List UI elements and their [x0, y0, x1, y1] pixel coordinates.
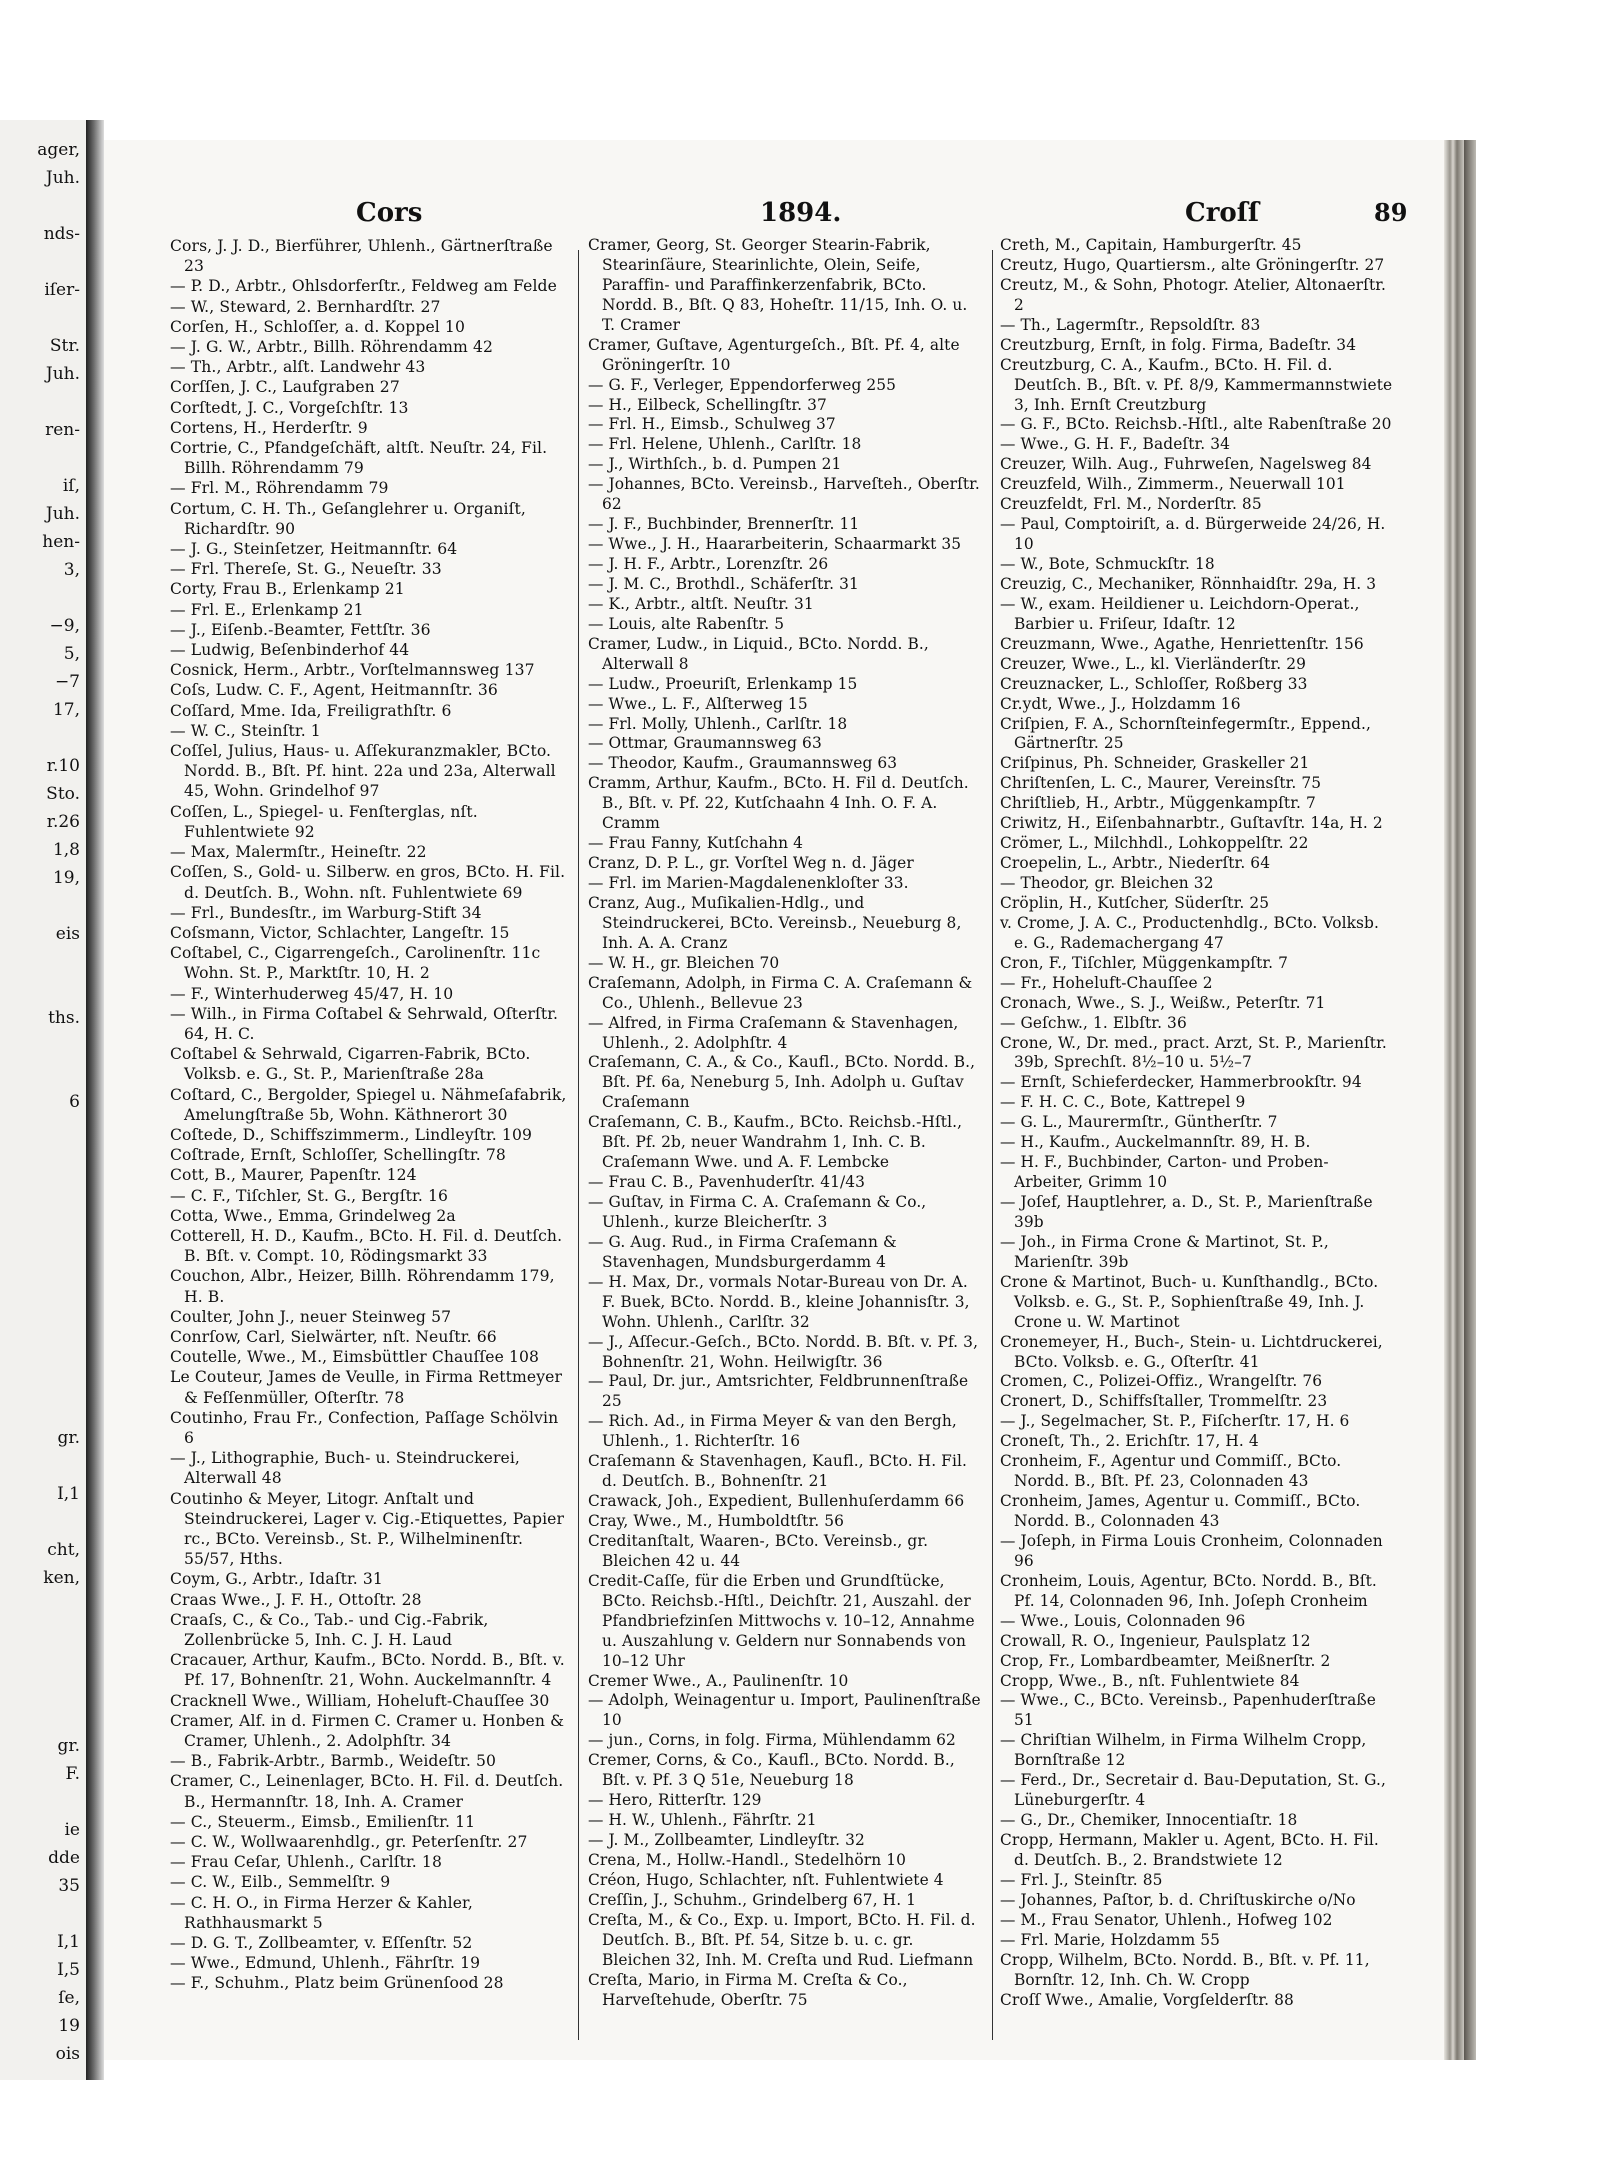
- directory-entry: Crowall, R. O., Ingenieur, Paulsplatz 12: [1000, 1631, 1311, 1650]
- directory-entry: — J., Lithographie, Buch- u. Steindruckerei, Alterwall 48: [170, 1449, 520, 1488]
- previous-page-fragment: I,5: [57, 1960, 80, 1980]
- page-edge-stack: [1444, 140, 1464, 2060]
- directory-entry: — J., Eiſenb.-Beamter, Fettſtr. 36: [170, 620, 431, 639]
- directory-entry: Criwitz, H., Eiſenbahnarbtr., Guſtavſtr. 14a, H. 2: [1000, 814, 1383, 833]
- previous-page-fragment: eis: [55, 924, 80, 944]
- directory-entry: — H., Eilbeck, Schellingſtr. 37: [588, 395, 827, 414]
- previous-page-fragment: 17,: [52, 700, 80, 720]
- directory-entry: Criſpien, F. A., Schornſteinfegermſtr., Eppend., Gärtnerſtr. 25: [1000, 714, 1371, 753]
- directory-entry: — G. F., BCto. Reichsb.-Hſtl., alte Rabenſtraße 20: [1000, 415, 1392, 434]
- directory-entry: — G. L., Maurermſtr., Güntherſtr. 7: [1000, 1113, 1278, 1132]
- directory-entry: — C. F., Tiſchler, St. G., Bergſtr. 16: [170, 1186, 448, 1205]
- directory-entry: Cranz, Aug., Muſikalien-Hdlg., und Steindruckerei, BCto. Vereinsb., Neueburg 8, Inh. A. A. Cranz: [588, 893, 962, 952]
- directory-entry: — J. F., Buchbinder, Brennerſtr. 11: [588, 515, 860, 534]
- directory-entry: Creutzburg, C. A., Kaufm., BCto. H. Fil. d. Deutſch. B., Bſt. v. Pf. 8/9, Kammermannstwiete 3, Inh. Ernſt Creutzburg: [1000, 355, 1393, 414]
- directory-entry: — Max, Malermſtr., Heineſtr. 22: [170, 843, 427, 862]
- directory-entry: — W., Bote, Schmuckſtr. 18: [1000, 555, 1215, 573]
- previous-page-fragment: I,1: [57, 1484, 80, 1504]
- directory-entry: Crone & Martinot, Buch- u. Kunſthandlg., BCto. Volksb. e. G., St. P., Sophienſtraße 49, Inh. J. Crone u. W. Martinot: [1000, 1272, 1379, 1331]
- directory-entry: Corſſen, J. C., Laufgraben 27: [170, 378, 400, 397]
- directory-entry: Cromen, C., Polizei-Offiz., Wrangelſtr. 76: [1000, 1372, 1323, 1391]
- directory-entry: — J. G. W., Arbtr., Billh. Röhrendamm 42: [170, 338, 493, 357]
- directory-entry: Coutinho, Frau Fr., Confection, Paſſage Schölvin 6: [170, 1408, 559, 1447]
- previous-page-fragment: 5,: [63, 644, 80, 664]
- directory-entry: — Frl. E., Erlenkamp 21: [170, 600, 364, 619]
- previous-page-fragment: 6: [69, 1092, 80, 1112]
- directory-entry: Coſsmann, Victor, Schlachter, Langeſtr. 15: [170, 923, 510, 942]
- directory-entry: — J., Wirthſch., b. d. Pumpen 21: [588, 455, 842, 474]
- previous-page-fragment: Juh.: [45, 168, 80, 188]
- directory-entry: Cortrie, C., Pfandgeſchäft, altſt. Neuſtr. 24, Fil. Billh. Röhrendamm 79: [170, 439, 548, 478]
- previous-page-fragment: ths.: [48, 1008, 80, 1028]
- directory-entry: Coſſen, L., Spiegel- u. Fenſterglas, nſt. Fuhlentwiete 92: [170, 802, 478, 841]
- directory-entry: — Wwe., J. H., Haararbeiterin, Schaarmarkt 35: [588, 535, 962, 554]
- directory-column-1: [170, 236, 570, 1994]
- directory-entry: Creuznacker, L., Schloſſer, Roßberg 33: [1000, 674, 1308, 693]
- directory-entry: — P. D., Arbtr., Ohlsdorferſtr., Feldweg am Felde: [170, 277, 557, 296]
- directory-entry: Creth, M., Capitain, Hamburgerſtr. 45: [1000, 236, 1302, 254]
- directory-entry: Craſemann, C. B., Kaufm., BCto. Reichsb.-Hſtl., Bſt. Pf. 2b, neuer Wandrahm 1, Inh. C. B. Craſemann Wwe. und A. F. Lembcke: [588, 1113, 963, 1172]
- directory-entry: — J. M. C., Brothdl., Schäferſtr. 31: [588, 574, 859, 593]
- directory-entry: Cramer, Alf. in d. Firmen C. Cramer u. Honben & Cramer, Uhlenh., 2. Adolphſtr. 34: [170, 1711, 565, 1751]
- directory-entry: — Wwe., Edmund, Uhlenh., Fährſtr. 19: [170, 1954, 481, 1973]
- previous-page-fragment: ois: [55, 2044, 80, 2064]
- directory-entry: — Ottmar, Graumannsweg 63: [588, 734, 822, 753]
- directory-entry: — Frl. Thereſe, St. G., Neueſtr. 33: [170, 560, 442, 579]
- directory-entry: — Ferd., Dr., Secretair d. Bau-Deputation, St. G., Lüneburgerſtr. 4: [1000, 1771, 1386, 1810]
- directory-entry: Croſſ Wwe., Amalie, Vorgſelderſtr. 88: [1000, 1990, 1294, 2009]
- directory-entry: Craſemann, C. A., & Co., Kaufl., BCto. Nordd. B., Bſt. Pf. 6a, Neneburg 5, Inh. Adolph u. Guſtav Craſemann: [588, 1053, 976, 1112]
- directory-entry: Conrſow, Carl, Sielwärter, nſt. Neuſtr. 66: [170, 1327, 497, 1346]
- directory-entry: — Chriſtian Wilhelm, in Firma Wilhelm Cropp, Bornſtraße 12: [1000, 1731, 1367, 1770]
- previous-page-fragment: F.: [65, 1764, 80, 1784]
- previous-page-fragment: gr.: [57, 1428, 80, 1448]
- directory-entry: Cronheim, F., Agentur und Commiſſ., BCto. Nordd. B., Bſt. Pf. 23, Colonnaden 43: [1000, 1452, 1342, 1491]
- directory-entry: Cramer, Ludw., in Liquid., BCto. Nordd. B., Alterwall 8: [588, 634, 929, 673]
- directory-entry: Creuzig, C., Mechaniker, Rönnhaidſtr. 29a, H. 3: [1000, 574, 1377, 593]
- directory-entry: — Th., Arbtr., alſt. Landwehr 43: [170, 358, 426, 377]
- directory-entry: — Frau Fanny, Kutſchahn 4: [588, 834, 804, 853]
- directory-entry: — H. Max, Dr., vormals Notar-Bureau von Dr. A. F. Buek, BCto. Nordd. B., kleine Johannisſtr. 3, Wohn. Uhlenh., Carlſtr. 32: [588, 1272, 970, 1331]
- directory-entry: Cremer Wwe., A., Paulinenſtr. 10: [588, 1671, 849, 1690]
- directory-entry: Creutzburg, Ernſt, in folg. Firma, Badeſtr. 34: [1000, 335, 1357, 354]
- directory-entry: Creſta, Mario, in Firma M. Creſta & Co., Harveſtehude, Oberſtr. 75: [588, 1970, 908, 2009]
- directory-entry: — jun., Corns, in folg. Firma, Mühlendamm 62: [588, 1731, 956, 1750]
- directory-entry: Crena, M., Hollw.-Handl., Stedelhörn 10: [588, 1850, 907, 1869]
- previous-page-fragment: r.26: [46, 812, 80, 832]
- directory-entry: — Alfred, in Firma Craſemann & Stavenhagen, Uhlenh., 2. Adolphſtr. 4: [588, 1013, 959, 1052]
- directory-entry: Coulter, John J., neuer Steinweg 57: [170, 1307, 452, 1326]
- directory-entry: — Wwe., L. F., Alſterweg 15: [588, 694, 808, 713]
- previous-page-shadow: [86, 120, 104, 2080]
- directory-entry: Crone, W., Dr. med., pract. Arzt, St. P., Marienſtr. 39b, Sprechſt. 8½–10 u. 5½–7: [1000, 1033, 1387, 1072]
- directory-entry: — Frau Ceſar, Uhlenh., Carlſtr. 18: [170, 1853, 442, 1872]
- directory-entry: Coſtede, D., Schiffszimmerm., Lindleyſtr. 109: [170, 1125, 532, 1144]
- previous-page-text: [0, 140, 86, 2064]
- directory-entry: — F., Winterhuderweg 45/47, H. 10: [170, 984, 454, 1003]
- previous-page-fragment: Juh.: [45, 504, 80, 524]
- directory-column-3: [1000, 236, 1396, 2010]
- directory-entry: — Ludw., Proeuriſt, Erlenkamp 15: [588, 674, 858, 693]
- directory-entry: Crawack, Joh., Expedient, Bullenhuſerdamm 66: [588, 1492, 965, 1511]
- directory-entry: Cotta, Wwe., Emma, Grindelweg 2a: [170, 1206, 456, 1225]
- previous-page-fragment: Juh.: [45, 364, 80, 384]
- directory-entry: — Frl. Helene, Uhlenh., Carlſtr. 18: [588, 435, 862, 454]
- directory-entry: — Wwe., Louis, Colonnaden 96: [1000, 1611, 1246, 1630]
- directory-entry: Cropp, Wwe., B., nſt. Fuhlentwiete 84: [1000, 1671, 1300, 1690]
- directory-entry: Coſſel, Julius, Haus- u. Aſſekuranzmakler, BCto. Nordd. B., Bſt. Pf. hint. 22a und 23a, Alterwall 45, Wohn. Grindelhof 97: [170, 742, 556, 801]
- directory-entry: — D. G. T., Zollbeamter, v. Eſſenſtr. 52: [170, 1934, 473, 1953]
- previous-page-fragment: −7: [54, 672, 80, 692]
- directory-entry: — Johannes, Paſtor, b. d. Chriſtuskirche o/No: [1000, 1890, 1356, 1909]
- directory-entry: — J. H. F., Arbtr., Lorenzſtr. 26: [588, 555, 829, 573]
- directory-entry: — Th., Lagermſtr., Repsoldſtr. 83: [1000, 315, 1261, 334]
- directory-entry: Cronemeyer, H., Buch-, Stein- u. Lichtdruckerei, BCto. Volksb. e. G., Oſterſtr. 41: [1000, 1332, 1383, 1371]
- directory-entry: — F., Schuhm., Platz beim Grünenſood 28: [170, 1974, 504, 1993]
- directory-entry: — Wilh., in Firma Coſtabel & Sehrwald, Oſterſtr. 64, H. C.: [170, 1004, 559, 1043]
- directory-entry: Crömer, L., Milchhdl., Lohkoppelſtr. 22: [1000, 834, 1309, 853]
- directory-entry: Coutelle, Wwe., M., Eimsbüttler Chauſſee 108: [170, 1348, 540, 1367]
- directory-entry: Cracauer, Arthur, Kaufm., BCto. Nordd. B., Bſt. v. Pf. 17, Bohnenſtr. 21, Wohn. Auckelmannſtr. 4: [170, 1651, 565, 1690]
- directory-entry: — W., exam. Heildiener u. Leichdorn-Operat., Barbier u. Friſeur, Idaſtr. 12: [1000, 594, 1360, 633]
- directory-entry: — Frl., Bundesſtr., im Warburg-Stift 34: [170, 903, 482, 922]
- directory-entry: — Frl. Marie, Holzdamm 55: [1000, 1930, 1221, 1949]
- directory-entry: — Guſtav, in Firma C. A. Craſemann & Co., Uhlenh., kurze Bleicherſtr. 3: [588, 1193, 927, 1231]
- directory-entry: Coſtard, C., Bergolder, Spiegel u. Nähmeſafabrik, Amelungſtraße 5b, Wohn. Käthnerort 30: [170, 1085, 567, 1124]
- directory-entry: — Hero, Ritterſtr. 129: [588, 1791, 762, 1810]
- directory-entry: — Theodor, gr. Bleichen 32: [1000, 874, 1214, 892]
- column-rule-1: [578, 250, 579, 2040]
- directory-entry: Criſpinus, Ph. Schneider, Graskeller 21: [1000, 754, 1310, 773]
- directory-entry: Cr.ydt, Wwe., J., Holzdamm 16: [1000, 694, 1241, 713]
- directory-entry: Coſſard, Mme. Ida, Freiligrathſtr. 6: [170, 701, 452, 720]
- directory-entry: — B., Fabrik-Arbtr., Barmb., Weideſtr. 50: [170, 1752, 497, 1771]
- directory-entry: Cröplin, H., Kutſcher, Süderſtr. 25: [1000, 893, 1270, 912]
- directory-entry: Cotterell, H. D., Kaufm., BCto. H. Fil. d. Deutſch. B. Bſt. v. Compt. 10, Rödingsmarkt 33: [170, 1226, 563, 1266]
- directory-entry: — Frl. Molly, Uhlenh., Carlſtr. 18: [588, 714, 848, 733]
- directory-entry: — W. C., Steinſtr. 1: [170, 721, 321, 740]
- directory-entry: Cronert, D., Schiffsſtaller, Trommelſtr. 23: [1000, 1392, 1328, 1411]
- directory-entry: Craſemann, Adolph, in Firma C. A. Craſemann & Co., Uhlenh., Bellevue 23: [588, 973, 973, 1012]
- directory-entry: Coſtabel & Sehrwald, Cigarren-Fabrik, BCto. Volksb. e. G., St. P., Marienſtraße 28a: [170, 1045, 531, 1084]
- directory-entry: — Ludwig, Beſenbinderhof 44: [170, 641, 410, 660]
- previous-page-fragment: 19: [58, 2016, 80, 2036]
- previous-page-fragment: iſer-: [44, 280, 80, 300]
- directory-entry: Corſtedt, J. C., Vorgeſchſtr. 13: [170, 398, 409, 417]
- directory-entry: — Joſeph, in Firma Louis Cronheim, Colonnaden 96: [1000, 1531, 1383, 1570]
- directory-entry: — C. W., Eilb., Semmelſtr. 9: [170, 1873, 391, 1892]
- previous-page-fragment: ſe,: [58, 1988, 80, 2008]
- directory-entry: Craaſs, C., & Co., Tab.- und Cig.-Fabrik, Zollenbrücke 5, Inh. C. J. H. Laud: [170, 1610, 489, 1650]
- directory-entry: Creutz, Hugo, Quartiersm., alte Gröningerſtr. 27: [1000, 255, 1385, 274]
- directory-entry: — Frau C. B., Pavenhuderſtr. 41/43: [588, 1173, 866, 1192]
- directory-entry: Coſs, Ludw. C. F., Agent, Heitmannſtr. 36: [170, 681, 498, 700]
- directory-entry: — H. W., Uhlenh., Fährſtr. 21: [588, 1811, 817, 1830]
- directory-entry: — Theodor, Kaufm., Graumannsweg 63: [588, 754, 898, 773]
- directory-entry: Chriſtlieb, H., Arbtr., Müggenkampſtr. 7: [1000, 794, 1316, 813]
- directory-entry: Cronheim, James, Agentur u. Commiſſ., BCto. Nordd. B., Colonnaden 43: [1000, 1492, 1361, 1530]
- directory-entry: Coutinho & Meyer, Litogr. Anſtalt und Steindruckerei, Lager v. Cig.-Etiquettes, Papier rc., BCto. Vereinsb., St. P., Wilhelminenſtr. 55/57, Hths.: [170, 1489, 565, 1569]
- header-left-keyword: Cors: [356, 198, 423, 228]
- directory-entry: Créon, Hugo, Schlachter, nſt. Fuhlentwiete 4: [588, 1870, 944, 1889]
- directory-entry: — G., Dr., Chemiker, Innocentiaſtr. 18: [1000, 1811, 1298, 1830]
- directory-entry: Creuzfeld, Wilh., Zimmerm., Neuerwall 101: [1000, 475, 1346, 494]
- directory-entry: — J., Segelmacher, St. P., Fiſcherſtr. 17, H. 6: [1000, 1412, 1350, 1431]
- directory-entry: Couchon, Albr., Heizer, Billh. Röhrendamm 179, H. B.: [170, 1267, 555, 1306]
- previous-page-fragment: I,1: [57, 1932, 80, 1952]
- directory-entry: — Joſef, Hauptlehrer, a. D., St. P., Marienſtraße 39b: [1000, 1193, 1373, 1231]
- directory-entry: Cramm, Arthur, Kaufm., BCto. H. Fil d. Deutſch. B., Bſt. v. Pf. 22, Kutſchaahn 4 Inh. O. F. A. Cramm: [588, 774, 969, 833]
- directory-entry: Credit-Caſſe, für die Erben und Grundſtücke, BCto. Reichsb.-Hſtl., Deichſtr. 21, Auszahl. der Pfandbriefzinſen Mittwochs v. 10–12, Annahme u. Auszahlung v. Geldern nur Sonnabends von 10–12 Uhr: [588, 1571, 975, 1670]
- previous-page-fragment: Sto.: [46, 784, 80, 804]
- directory-entry: — W. H., gr. Bleichen 70: [588, 953, 780, 972]
- directory-entry: — J. G., Steinſetzer, Heitmannſtr. 64: [170, 540, 458, 559]
- directory-entry: — Paul, Comptoiriſt, a. d. Bürgerweide 24/26, H. 10: [1000, 515, 1386, 554]
- directory-entry: Cott, B., Maurer, Papenſtr. 124: [170, 1166, 417, 1185]
- directory-entry: Craas Wwe., J. F. H., Ottoſtr. 28: [170, 1590, 422, 1609]
- directory-entry: — Wwe., G. H. F., Badeſtr. 34: [1000, 435, 1231, 454]
- directory-entry: Coſtabel, C., Cigarrengeſch., Carolinenſtr. 11c Wohn. St. P., Marktſtr. 10, H. 2: [170, 944, 541, 983]
- directory-entry: Cranz, D. P. L., gr. Vorſtel Weg n. d. Jäger: [588, 854, 914, 873]
- directory-entry: — C. H. O., in Firma Herzer & Kahler, Rathhausmarkt 5: [170, 1893, 473, 1932]
- directory-entry: Creditanſtalt, Waaren-, BCto. Vereinsb., gr. Bleichen 42 u. 44: [588, 1531, 929, 1570]
- directory-entry: Cremer, Corns, & Co., Kaufl., BCto. Nordd. B., Bſt. v. Pf. 3 Q 51e, Neueburg 18: [588, 1751, 955, 1790]
- directory-entry: — Frl. H., Eimsb., Schulweg 37: [588, 415, 836, 434]
- directory-entry: Coſſen, S., Gold- u. Silberw. en gros, BCto. H. Fil. d. Deutſch. B., Wohn. nſt. Fuhlentwiete 69: [170, 863, 566, 902]
- directory-entry: Cramer, Georg, St. Georger Stearin-Fabrik, Stearinſäure, Stearinlichte, Olein, Seife, Paraffin- und Paraffinkerzenfabrik, BCto. Nordd. B., Bſt. Q 83, Hoheſtr. 11/15, Inh. O. u. T. Cramer: [588, 236, 968, 334]
- previous-page-fragment: 35: [58, 1876, 80, 1896]
- directory-entry: — J., Aſſecur.-Geſch., BCto. Nordd. B. Bſt. v. Pf. 3, Bohnenſtr. 21, Wohn. Heilwigſtr. 36: [588, 1332, 979, 1371]
- directory-entry: — Joh., in Firma Crone & Martinot, St. P., Marienſtr. 39b: [1000, 1232, 1329, 1271]
- directory-entry: — Wwe., C., BCto. Vereinsb., Papenhuderſtraße 51: [1000, 1691, 1376, 1730]
- previous-page-fragment: 3,: [63, 560, 80, 580]
- directory-entry: Creſta, M., & Co., Exp. u. Import, BCto. H. Fil. d. Deutſch. B., Bſt. Pf. 54, Sitze b. u. c. gr. Bleichen 32, Inh. M. Creſta und Rud. Liefmann: [588, 1910, 976, 1969]
- directory-entry: Cronheim, Louis, Agentur, BCto. Nordd. B., Bſt. Pf. 14, Colonnaden 96, Inh. Joſeph Cronheim: [1000, 1571, 1377, 1610]
- directory-entry: Crop, Fr., Lombardbeamter, Meißnerſtr. 2: [1000, 1651, 1331, 1670]
- column-rule-2: [992, 250, 993, 2040]
- previous-page-fragment: hen-: [42, 532, 80, 552]
- directory-entry: Coſtrade, Ernſt, Schloſſer, Schellingſtr. 78: [170, 1146, 506, 1165]
- directory-entry: Cramer, C., Leinenlager, BCto. H. Fil. d. Deutſch. B., Hermannſtr. 18, Inh. A. Cramer: [170, 1772, 564, 1811]
- directory-entry: Creuzfeldt, Frl. M., Norderſtr. 85: [1000, 495, 1262, 514]
- directory-entry: — C., Steuerm., Eimsb., Emilienſtr. 11: [170, 1812, 476, 1831]
- directory-entry: Le Couteur, James de Veulle, in Firma Rettmeyer & Feſſenmüller, Oſterſtr. 78: [170, 1368, 562, 1407]
- previous-page-fragment: ken,: [43, 1568, 80, 1588]
- directory-entry: Coym, G., Arbtr., Idaſtr. 31: [170, 1570, 383, 1589]
- directory-entry: Chriſtenſen, L. C., Maurer, Vereinsſtr. 75: [1000, 774, 1322, 793]
- previous-page-fragment: ren-: [45, 420, 80, 440]
- directory-entry: Cronach, Wwe., S. J., Weißw., Peterſtr. 71: [1000, 993, 1326, 1012]
- previous-page-fragment: 1,8: [52, 840, 80, 860]
- directory-entry: Cray, Wwe., M., Humboldtſtr. 56: [588, 1512, 844, 1530]
- running-header: [0, 196, 1600, 236]
- directory-entry: Cosnick, Herm., Arbtr., Vorſtelmannsweg 137: [170, 661, 535, 680]
- directory-entry: Creuzmann, Wwe., Agathe, Henriettenſtr. 156: [1000, 634, 1364, 653]
- directory-entry: — Fr., Hoheluft-Chauſſee 2: [1000, 973, 1213, 992]
- directory-entry: — Adolph, Weinagentur u. Import, Paulinenſtraße 10: [588, 1691, 981, 1730]
- page-number: 89: [1374, 198, 1408, 227]
- directory-entry: Craſemann & Stavenhagen, Kaufl., BCto. H. Fil. d. Deutſch. B., Bohnenſtr. 21: [588, 1452, 967, 1491]
- directory-entry: — H., Kaufm., Auckelmannſtr. 89, H. B.: [1000, 1133, 1311, 1152]
- directory-entry: — W., Steward, 2. Bernhardſtr. 27: [170, 297, 441, 316]
- directory-column-2: [588, 236, 984, 2010]
- previous-page-fragment: ager,: [37, 140, 80, 160]
- previous-page-fragment: dde: [48, 1848, 80, 1868]
- directory-entry: — K., Arbtr., altſt. Neuſtr. 31: [588, 594, 814, 613]
- previous-page-fragment: Str.: [49, 336, 80, 356]
- directory-entry: — F. H. C. C., Bote, Kattrepel 9: [1000, 1093, 1246, 1112]
- header-year: 1894.: [760, 198, 842, 228]
- directory-entry: — M., Frau Senator, Uhlenh., Hofweg 102: [1000, 1910, 1333, 1929]
- directory-entry: Cracknell Wwe., William, Hoheluft-Chauſſee 30: [170, 1691, 550, 1710]
- previous-page-fragment: 19,: [52, 868, 80, 888]
- directory-entry: — J. M., Zollbeamter, Lindleyſtr. 32: [588, 1831, 865, 1849]
- directory-entry: — Frl. J., Steinſtr. 85: [1000, 1870, 1163, 1889]
- directory-entry: Cors, J. J. D., Bierführer, Uhlenh., Gärtnerſtraße 23: [170, 237, 553, 276]
- directory-entry: Corty, Frau B., Erlenkamp 21: [170, 580, 405, 599]
- directory-entry: Croepelin, L., Arbtr., Niederſtr. 64: [1000, 854, 1271, 873]
- directory-entry: Croneſt, Th., 2. Erichſtr. 17, H. 4: [1000, 1432, 1259, 1451]
- previous-page-fragment: cht,: [47, 1540, 80, 1560]
- directory-entry: Cron, F., Tiſchler, Müggenkampſtr. 7: [1000, 953, 1289, 972]
- page-edge-shadow: [1464, 140, 1476, 2060]
- directory-entry: — Louis, alte Rabenſtr. 5: [588, 614, 785, 633]
- directory-entry: — C. W., Wollwaarenhdlg., gr. Peterſenſtr. 27: [170, 1833, 528, 1852]
- directory-entry: Creuzer, Wilh. Aug., Fuhrweſen, Nagelsweg 84: [1000, 455, 1372, 474]
- directory-entry: — G. Aug. Rud., in Firma Craſemann & Stavenhagen, Mundsburgerdamm 4: [588, 1232, 897, 1271]
- previous-page-fragment: iſ,: [62, 476, 80, 496]
- directory-entry: — Frl. M., Röhrendamm 79: [170, 479, 389, 498]
- directory-entry: Cramer, Guſtave, Agenturgeſch., Bſt. Pf. 4, alte Gröningerſtr. 10: [588, 335, 960, 374]
- directory-entry: Cortum, C. H. Th., Geſanglehrer u. Organiſt, Richardſtr. 90: [170, 499, 526, 538]
- directory-entry: — Paul, Dr. jur., Amtsrichter, Feldbrunnenſtraße 25: [588, 1372, 969, 1411]
- directory-entry: — Rich. Ad., in Firma Meyer & van den Bergh, Uhlenh., 1. Richterſtr. 16: [588, 1412, 957, 1451]
- directory-entry: Cropp, Wilhelm, BCto. Nordd. B., Bſt. v. Pf. 11, Bornſtr. 12, Inh. Ch. W. Cropp: [1000, 1950, 1370, 1989]
- directory-entry: Creutz, M., & Sohn, Photogr. Atelier, Altonaerſtr. 2: [1000, 275, 1386, 314]
- directory-entry: — Ernſt, Schieferdecker, Hammerbrookſtr. 94: [1000, 1073, 1362, 1092]
- directory-entry: Creſſin, J., Schuhm., Grindelberg 67, H. 1: [588, 1890, 917, 1909]
- previous-page-fragment: r.10: [46, 756, 80, 776]
- directory-entry: — Geſchw., 1. Elbſtr. 36: [1000, 1013, 1187, 1032]
- header-right-keyword: Croſſ: [1185, 198, 1260, 228]
- directory-entry: Cortens, H., Herderſtr. 9: [170, 418, 368, 437]
- directory-entry: — Johannes, BCto. Vereinsb., Harveſteh., Oberſtr. 62: [588, 475, 980, 514]
- directory-entry: v. Crome, J. A. C., Productenhdlg., BCto. Volksb. e. G., Rademachergang 47: [1000, 913, 1379, 952]
- previous-page-fragment: gr.: [57, 1736, 80, 1756]
- directory-entry: — G. F., Verleger, Eppendorferweg 255: [588, 375, 897, 394]
- previous-page-fragment: −9,: [49, 616, 80, 636]
- directory-entry: — Frl. im Marien-Magdalenenkloſter 33.: [588, 874, 909, 892]
- previous-page-fragment: nds-: [43, 224, 80, 244]
- directory-entry: Cropp, Hermann, Makler u. Agent, BCto. H. Fil. d. Deutſch. B., 2. Brandstwiete 12: [1000, 1831, 1379, 1869]
- directory-entry: Corſen, H., Schloſſer, a. d. Koppel 10: [170, 317, 465, 336]
- directory-entry: — H. F., Buchbinder, Carton- und Proben-Arbeiter, Grimm 10: [1000, 1153, 1329, 1192]
- directory-entry: Creuzer, Wwe., L., kl. Vierländerſtr. 29: [1000, 654, 1307, 673]
- previous-page-fragment: ie: [64, 1820, 80, 1840]
